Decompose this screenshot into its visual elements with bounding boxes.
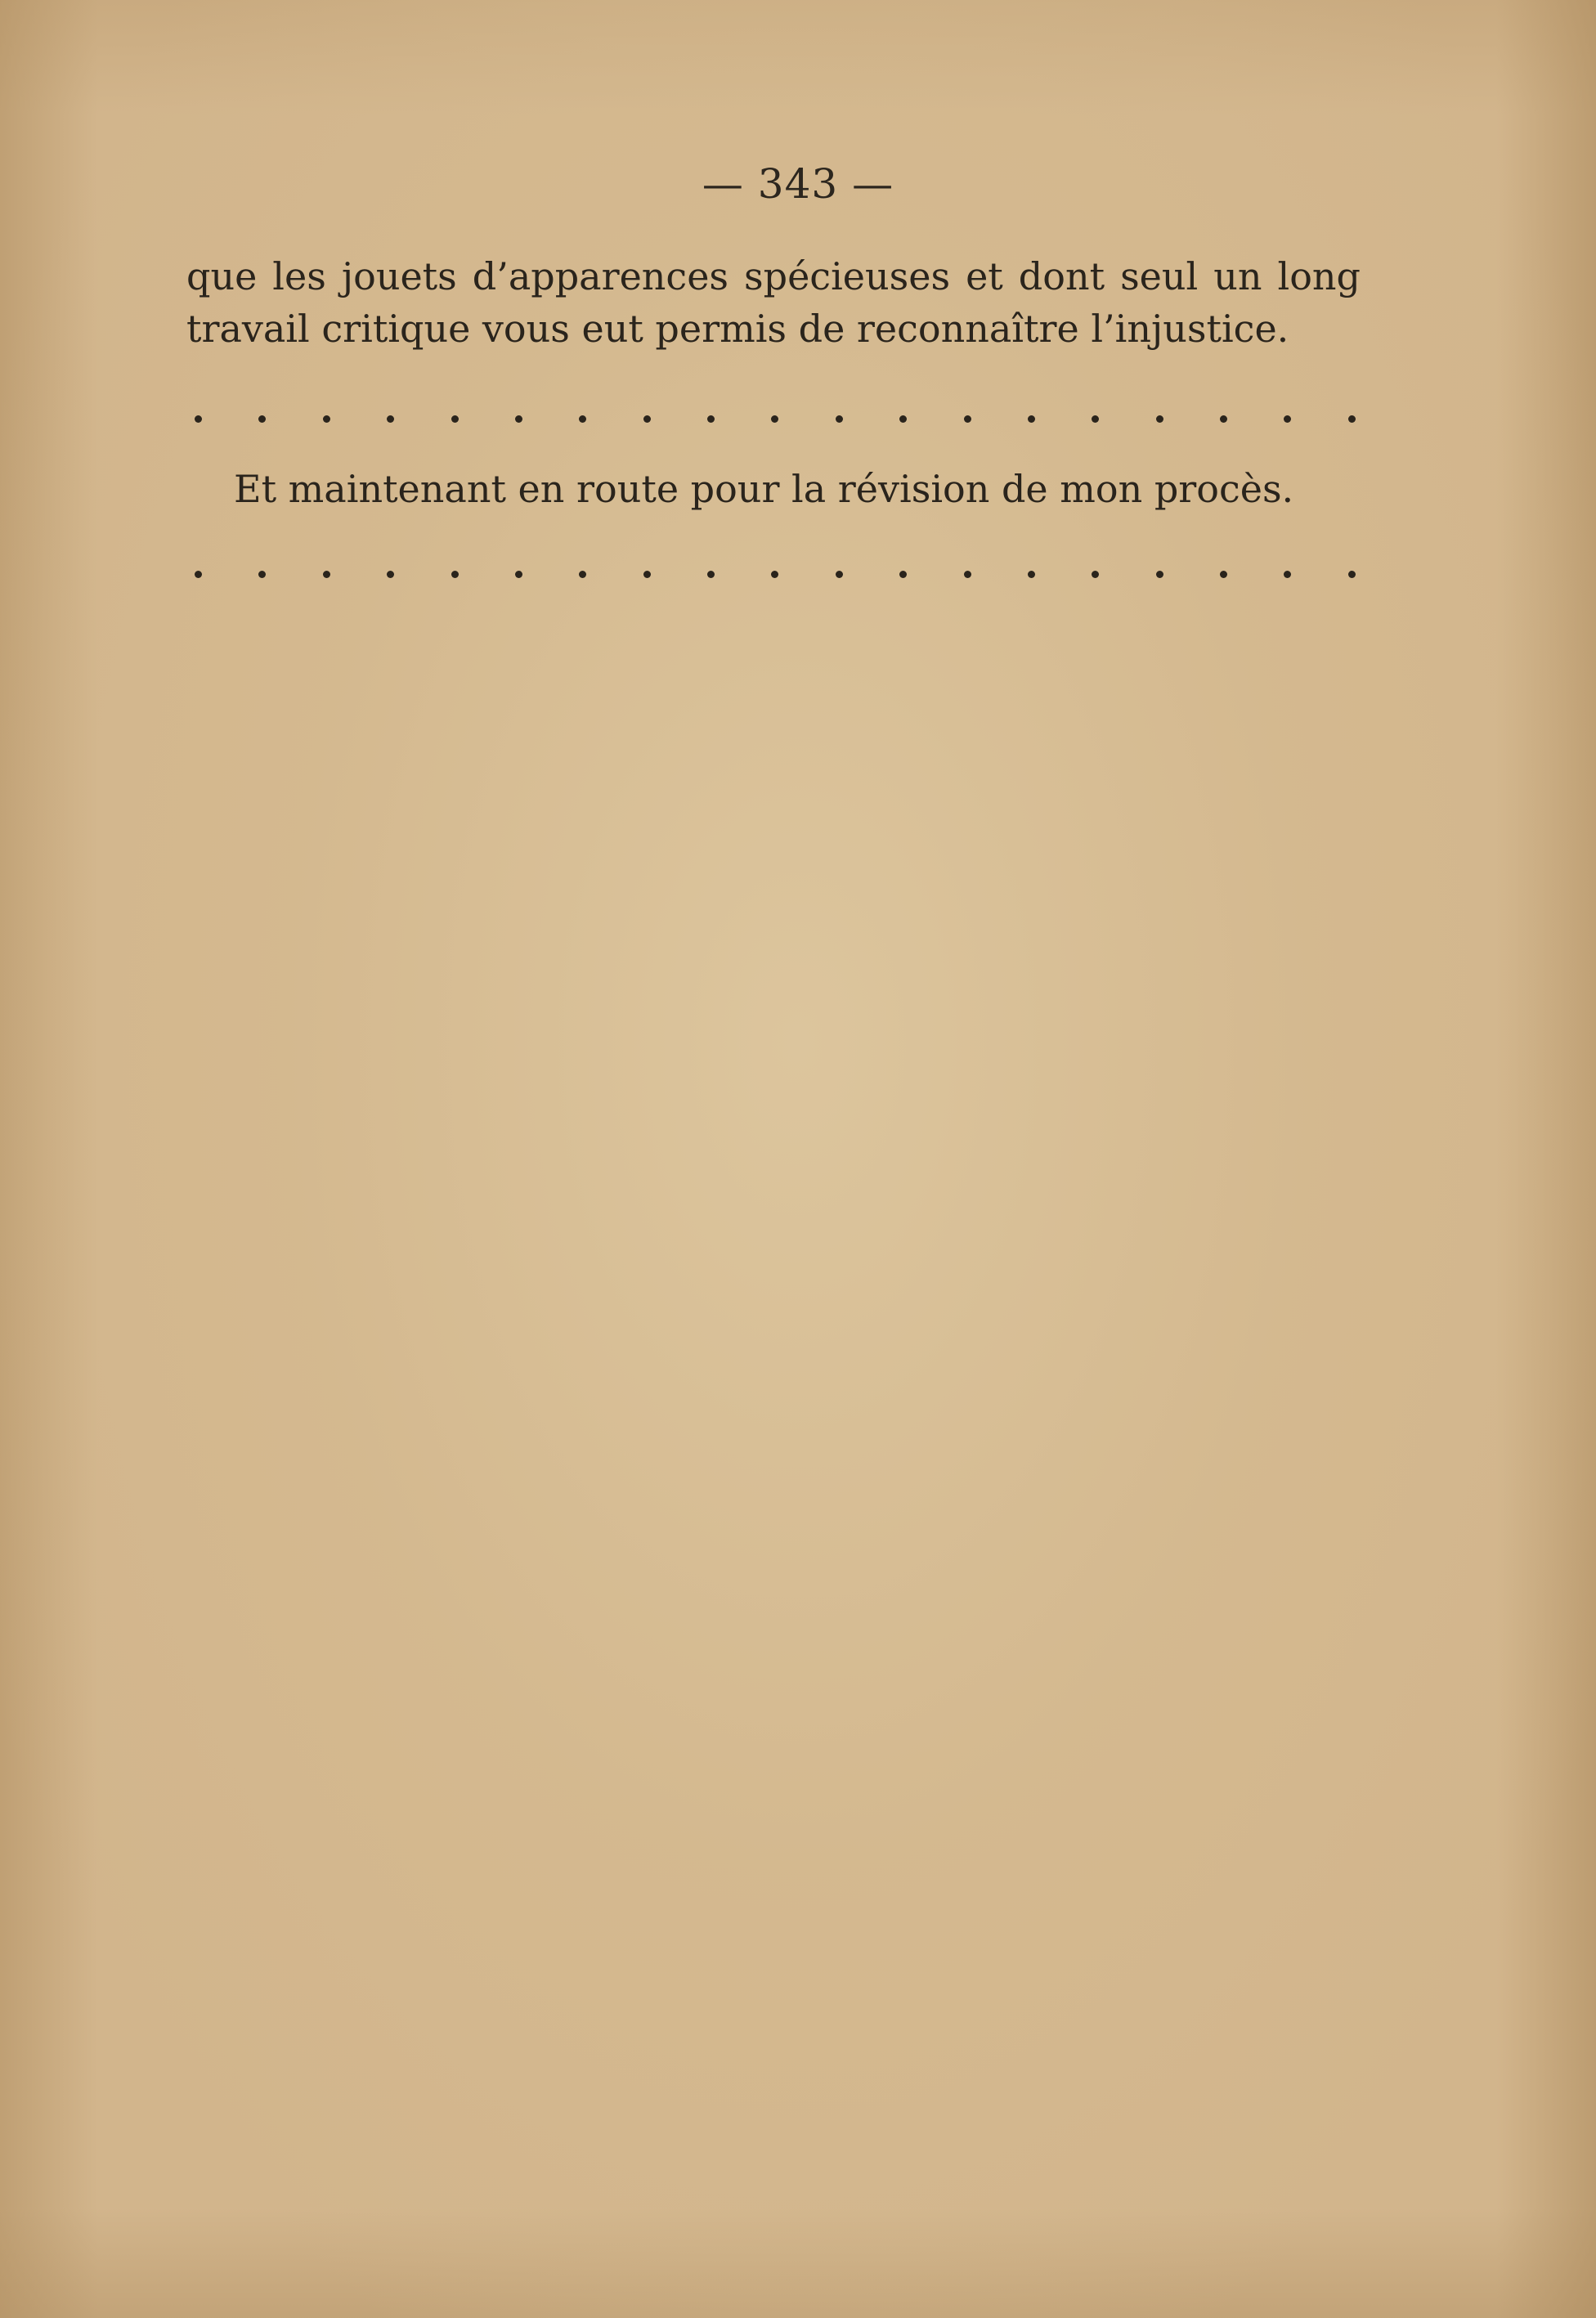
separator-dot [899, 415, 907, 423]
separator-dot [1220, 415, 1227, 423]
page-number: — 343 — [702, 160, 894, 208]
paragraph-closing: Et maintenant en route pour la révision de mon procès. [234, 467, 1294, 511]
separator-dot [771, 571, 778, 578]
separator-dot [1348, 571, 1356, 578]
separator-dot [643, 571, 651, 578]
separator-dot [836, 571, 843, 578]
separator-dot [323, 571, 330, 578]
paragraph-continuation [186, 250, 1361, 355]
separator-dot [964, 571, 971, 578]
separator-dot [1284, 571, 1291, 578]
separator-dot [1156, 571, 1163, 578]
text-line: que les jouets d’apparences spécieuses et dont seul un long [186, 254, 1361, 298]
separator-dot [1028, 415, 1035, 423]
separator-dot [1220, 571, 1227, 578]
separator-dot [707, 571, 715, 578]
separator-dot [387, 571, 394, 578]
separator-dot [1092, 415, 1099, 423]
separator-dot [195, 415, 202, 423]
separator-dot [515, 415, 522, 423]
separator-dot [451, 415, 459, 423]
separator-dot [836, 415, 843, 423]
separator-dot [771, 415, 778, 423]
separator-dot [1028, 571, 1035, 578]
separator-dot [579, 415, 586, 423]
dotted-separator [195, 566, 1356, 582]
separator-dot [195, 571, 202, 578]
dotted-separator [195, 410, 1356, 427]
separator-dot [579, 571, 586, 578]
separator-dot [1284, 415, 1291, 423]
separator-dot [643, 415, 651, 423]
separator-dot [1156, 415, 1163, 423]
separator-dot [707, 415, 715, 423]
separator-dot [899, 571, 907, 578]
separator-dot [1348, 415, 1356, 423]
separator-dot [451, 571, 459, 578]
separator-dot [258, 571, 266, 578]
separator-dot [258, 415, 266, 423]
text-line: travail critique vous eut permis de reconnaître l’injustice. [186, 307, 1289, 351]
separator-dot [387, 415, 394, 423]
separator-dot [515, 571, 522, 578]
separator-dot [323, 415, 330, 423]
separator-dot [964, 415, 971, 423]
separator-dot [1092, 571, 1099, 578]
